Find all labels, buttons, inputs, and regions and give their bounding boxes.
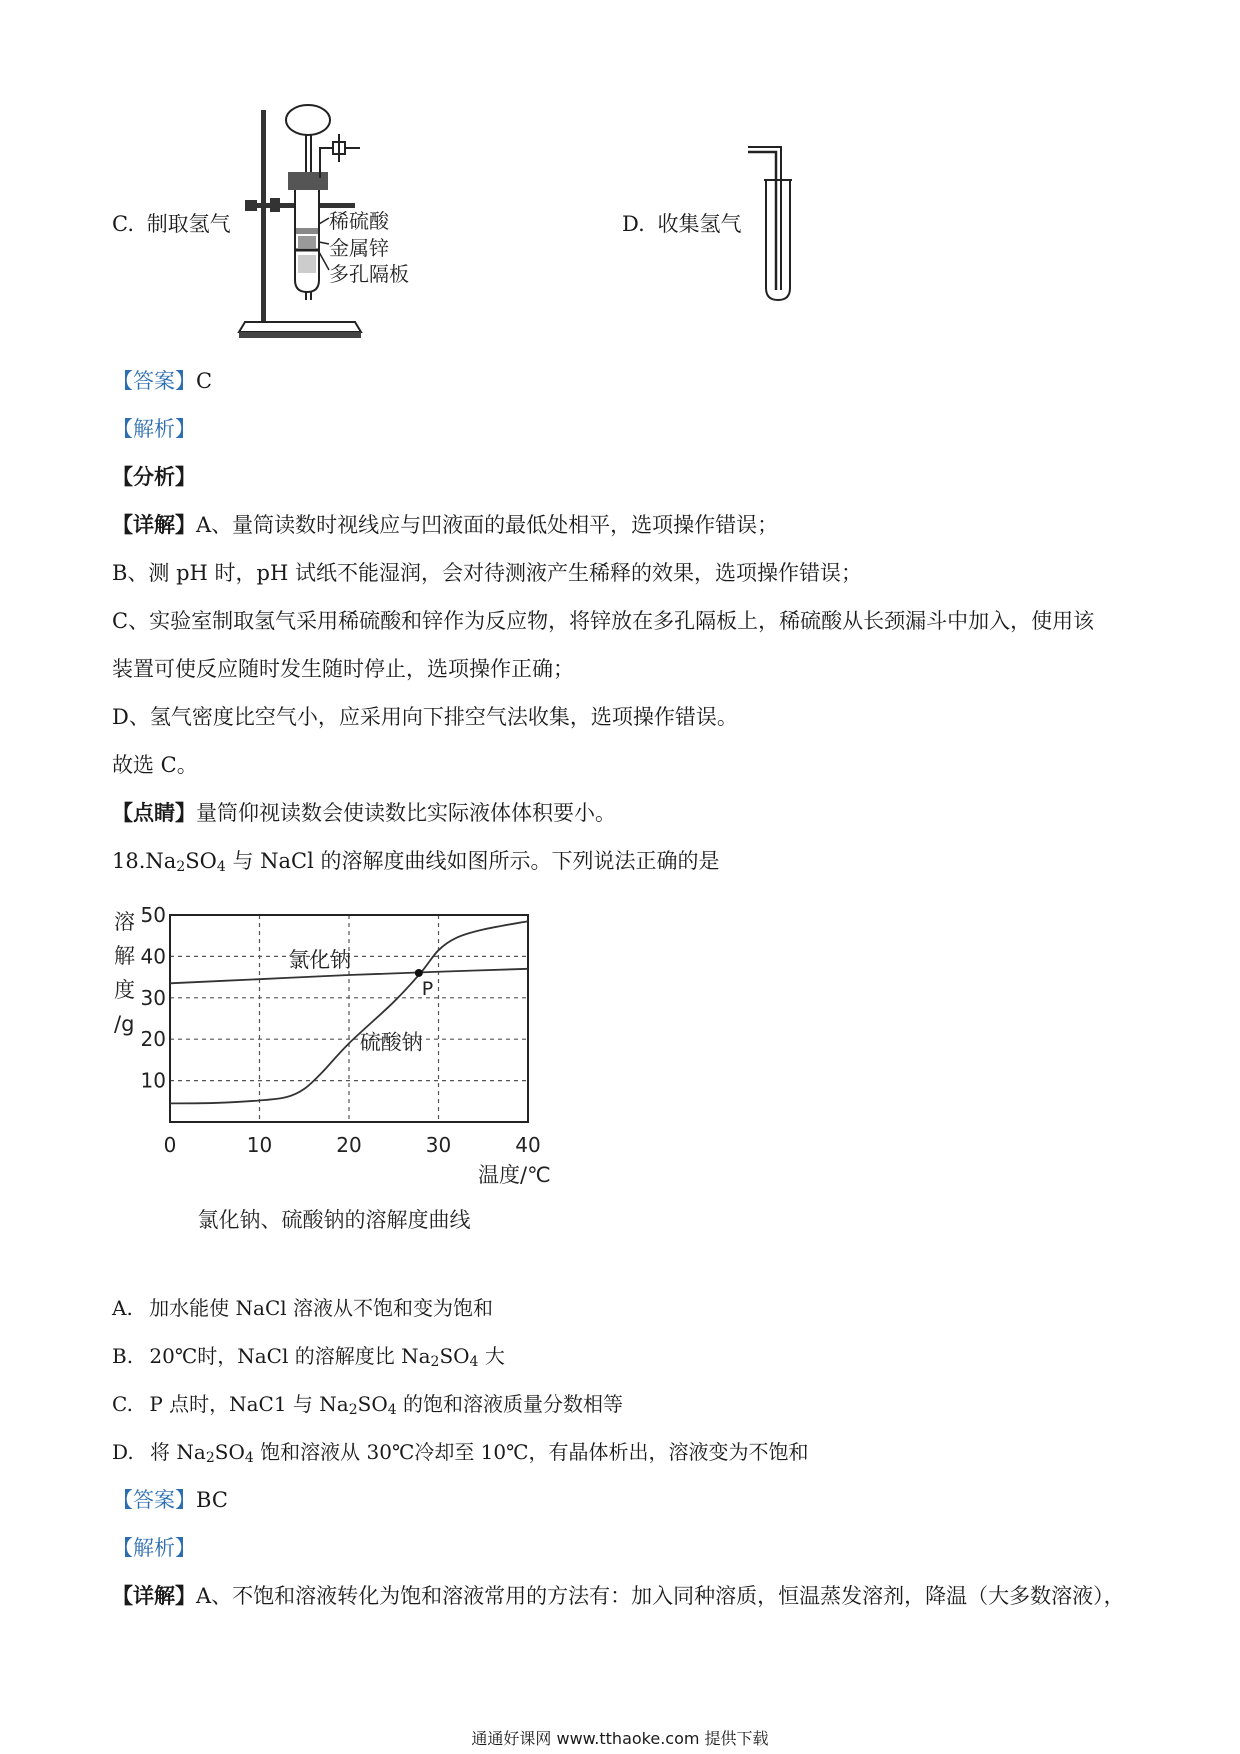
q18-option-a xyxy=(112,1295,493,1321)
point-p-label: P xyxy=(421,977,434,1000)
dianjing-text: 量筒仰视读数会使读数比实际液体体积要小。 xyxy=(196,801,616,825)
q18-answer xyxy=(112,1487,228,1513)
solubility-chart xyxy=(112,895,582,1240)
q18-analysis-tag: 【解析】 xyxy=(112,1536,196,1560)
option-text: 加水能使 NaCl 溶液从不饱和变为饱和 xyxy=(149,1296,494,1320)
q18-option-d: D. 将 $Na_2SO_4$ 饱和溶液从 30℃冷却至 10℃，有晶体析出，溶液变为不饱和 xyxy=(112,1440,809,1466)
option-letter: D. xyxy=(622,212,645,236)
label-porous-plate: 多孔隔板 xyxy=(329,262,409,286)
y-axis-label-char: 度 xyxy=(114,978,135,1002)
detail-tag: 【详解】 xyxy=(112,1583,196,1608)
chart-y-axis-label xyxy=(114,910,135,1036)
label-zinc: 金属锌 xyxy=(329,236,389,260)
answer-tag: 【答案】 xyxy=(112,1488,196,1512)
option-text: 收集氢气 xyxy=(657,212,742,236)
option-d-label xyxy=(622,211,741,237)
x-tick-label: 40 xyxy=(515,1133,541,1157)
answer-value: BC xyxy=(196,1488,228,1512)
option-c-label xyxy=(112,211,231,237)
test-tube-collection xyxy=(742,140,802,305)
answer-value: C xyxy=(196,369,213,393)
option-text: 制取氢气 xyxy=(146,212,231,236)
y-tick-label: 40 xyxy=(140,944,166,969)
chart-plot-frame xyxy=(170,915,528,1122)
q17-answer xyxy=(112,368,212,394)
detail-tag: 【详解】 xyxy=(112,512,196,537)
question-number: 18. xyxy=(112,849,146,873)
chart-x-ticks xyxy=(164,1133,541,1157)
y-tick-label: 10 xyxy=(140,1068,166,1093)
option-letter: C. xyxy=(112,212,134,236)
chart-grid xyxy=(170,915,528,1122)
hydrogen-generator-apparatus xyxy=(225,100,470,345)
option-letter: A. xyxy=(112,1296,133,1320)
q18-option-b: B. 20℃时，NaCl 的溶解度比 $Na_2SO_4$ 大 xyxy=(112,1344,505,1370)
q17-detail-line-3: C、实验室制取氢气采用稀硫酸和锌作为反应物，将锌放在多孔隔板上，稀硫酸从长颈漏斗中加入，使用该 xyxy=(112,609,1095,633)
option-letter: B. xyxy=(112,1344,134,1368)
answer-tag: 【答案】 xyxy=(112,369,196,393)
x-tick-label: 0 xyxy=(163,1133,177,1157)
series-label-na2so4: 硫酸钠 xyxy=(359,1030,423,1055)
dianjing-tag: 【点睛】 xyxy=(112,800,196,825)
detail-text: A、不饱和溶液转化为饱和溶液常用的方法有：加入同种溶质，恒温蒸发溶剂，降温（大多数溶液）， xyxy=(196,1584,1125,1608)
y-tick-label: 50 xyxy=(140,903,166,927)
chart-y-ticks xyxy=(141,903,166,1093)
y-tick-label: 30 xyxy=(140,985,166,1010)
q18-option-c: C. P 点时，NaC1 与 $Na_2SO_4$ 的饱和溶液质量分数相等 xyxy=(112,1392,624,1418)
y-axis-label-char: 溶 xyxy=(114,910,135,934)
q17-detail-line-2: B、测 pH 时，pH 试纸不能湿润，会对待测液产生稀释的效果，选项操作错误； xyxy=(112,561,862,585)
chart-series-labels xyxy=(288,948,433,1055)
detail-text: A、量筒读数时视线应与凹液面的最低处相平，选项操作错误； xyxy=(196,513,779,537)
q17-analysis-tag: 【解析】 xyxy=(112,417,196,441)
x-tick-label: 20 xyxy=(336,1133,362,1157)
chart-title: 氯化钠、硫酸钠的溶解度曲线 xyxy=(197,1208,471,1232)
point-p-marker xyxy=(415,969,423,977)
x-tick-label: 30 xyxy=(425,1133,452,1157)
series-label-nacl: 氯化钠 xyxy=(288,947,352,972)
q17-detail-line-4: 装置可使反应随时发生随时停止，选项操作正确； xyxy=(112,657,574,681)
option-letter: C. xyxy=(112,1392,133,1416)
q17-detail-line-5: D、氢气密度比空气小，应采用向下排空气法收集，选项操作错误。 xyxy=(112,705,738,729)
q17-dianjing xyxy=(112,800,616,826)
q17-fenxi-tag: 【分析】 xyxy=(112,464,196,489)
q17-conclusion: 故选 C。 xyxy=(112,753,198,777)
page-footer: 通通好课网 www.tthaoke.com 提供下载 xyxy=(471,1729,769,1748)
y-axis-label-char: 解 xyxy=(114,944,135,968)
chart-x-axis-label: 温度/℃ xyxy=(478,1163,551,1187)
y-tick-label: 20 xyxy=(140,1027,166,1052)
q18-detail-line-1 xyxy=(112,1583,1125,1609)
y-axis-label-char: /g xyxy=(114,1012,135,1036)
q18-stem: $18.Na_2SO_4$ 与 NaCl 的溶解度曲线如图所示。下列说法正确的是 xyxy=(112,849,720,875)
option-letter: D. xyxy=(112,1440,134,1464)
x-tick-label: 10 xyxy=(246,1133,273,1157)
q17-detail-line-1 xyxy=(112,512,778,538)
label-dilute-sulfuric-acid: 稀硫酸 xyxy=(329,209,389,233)
